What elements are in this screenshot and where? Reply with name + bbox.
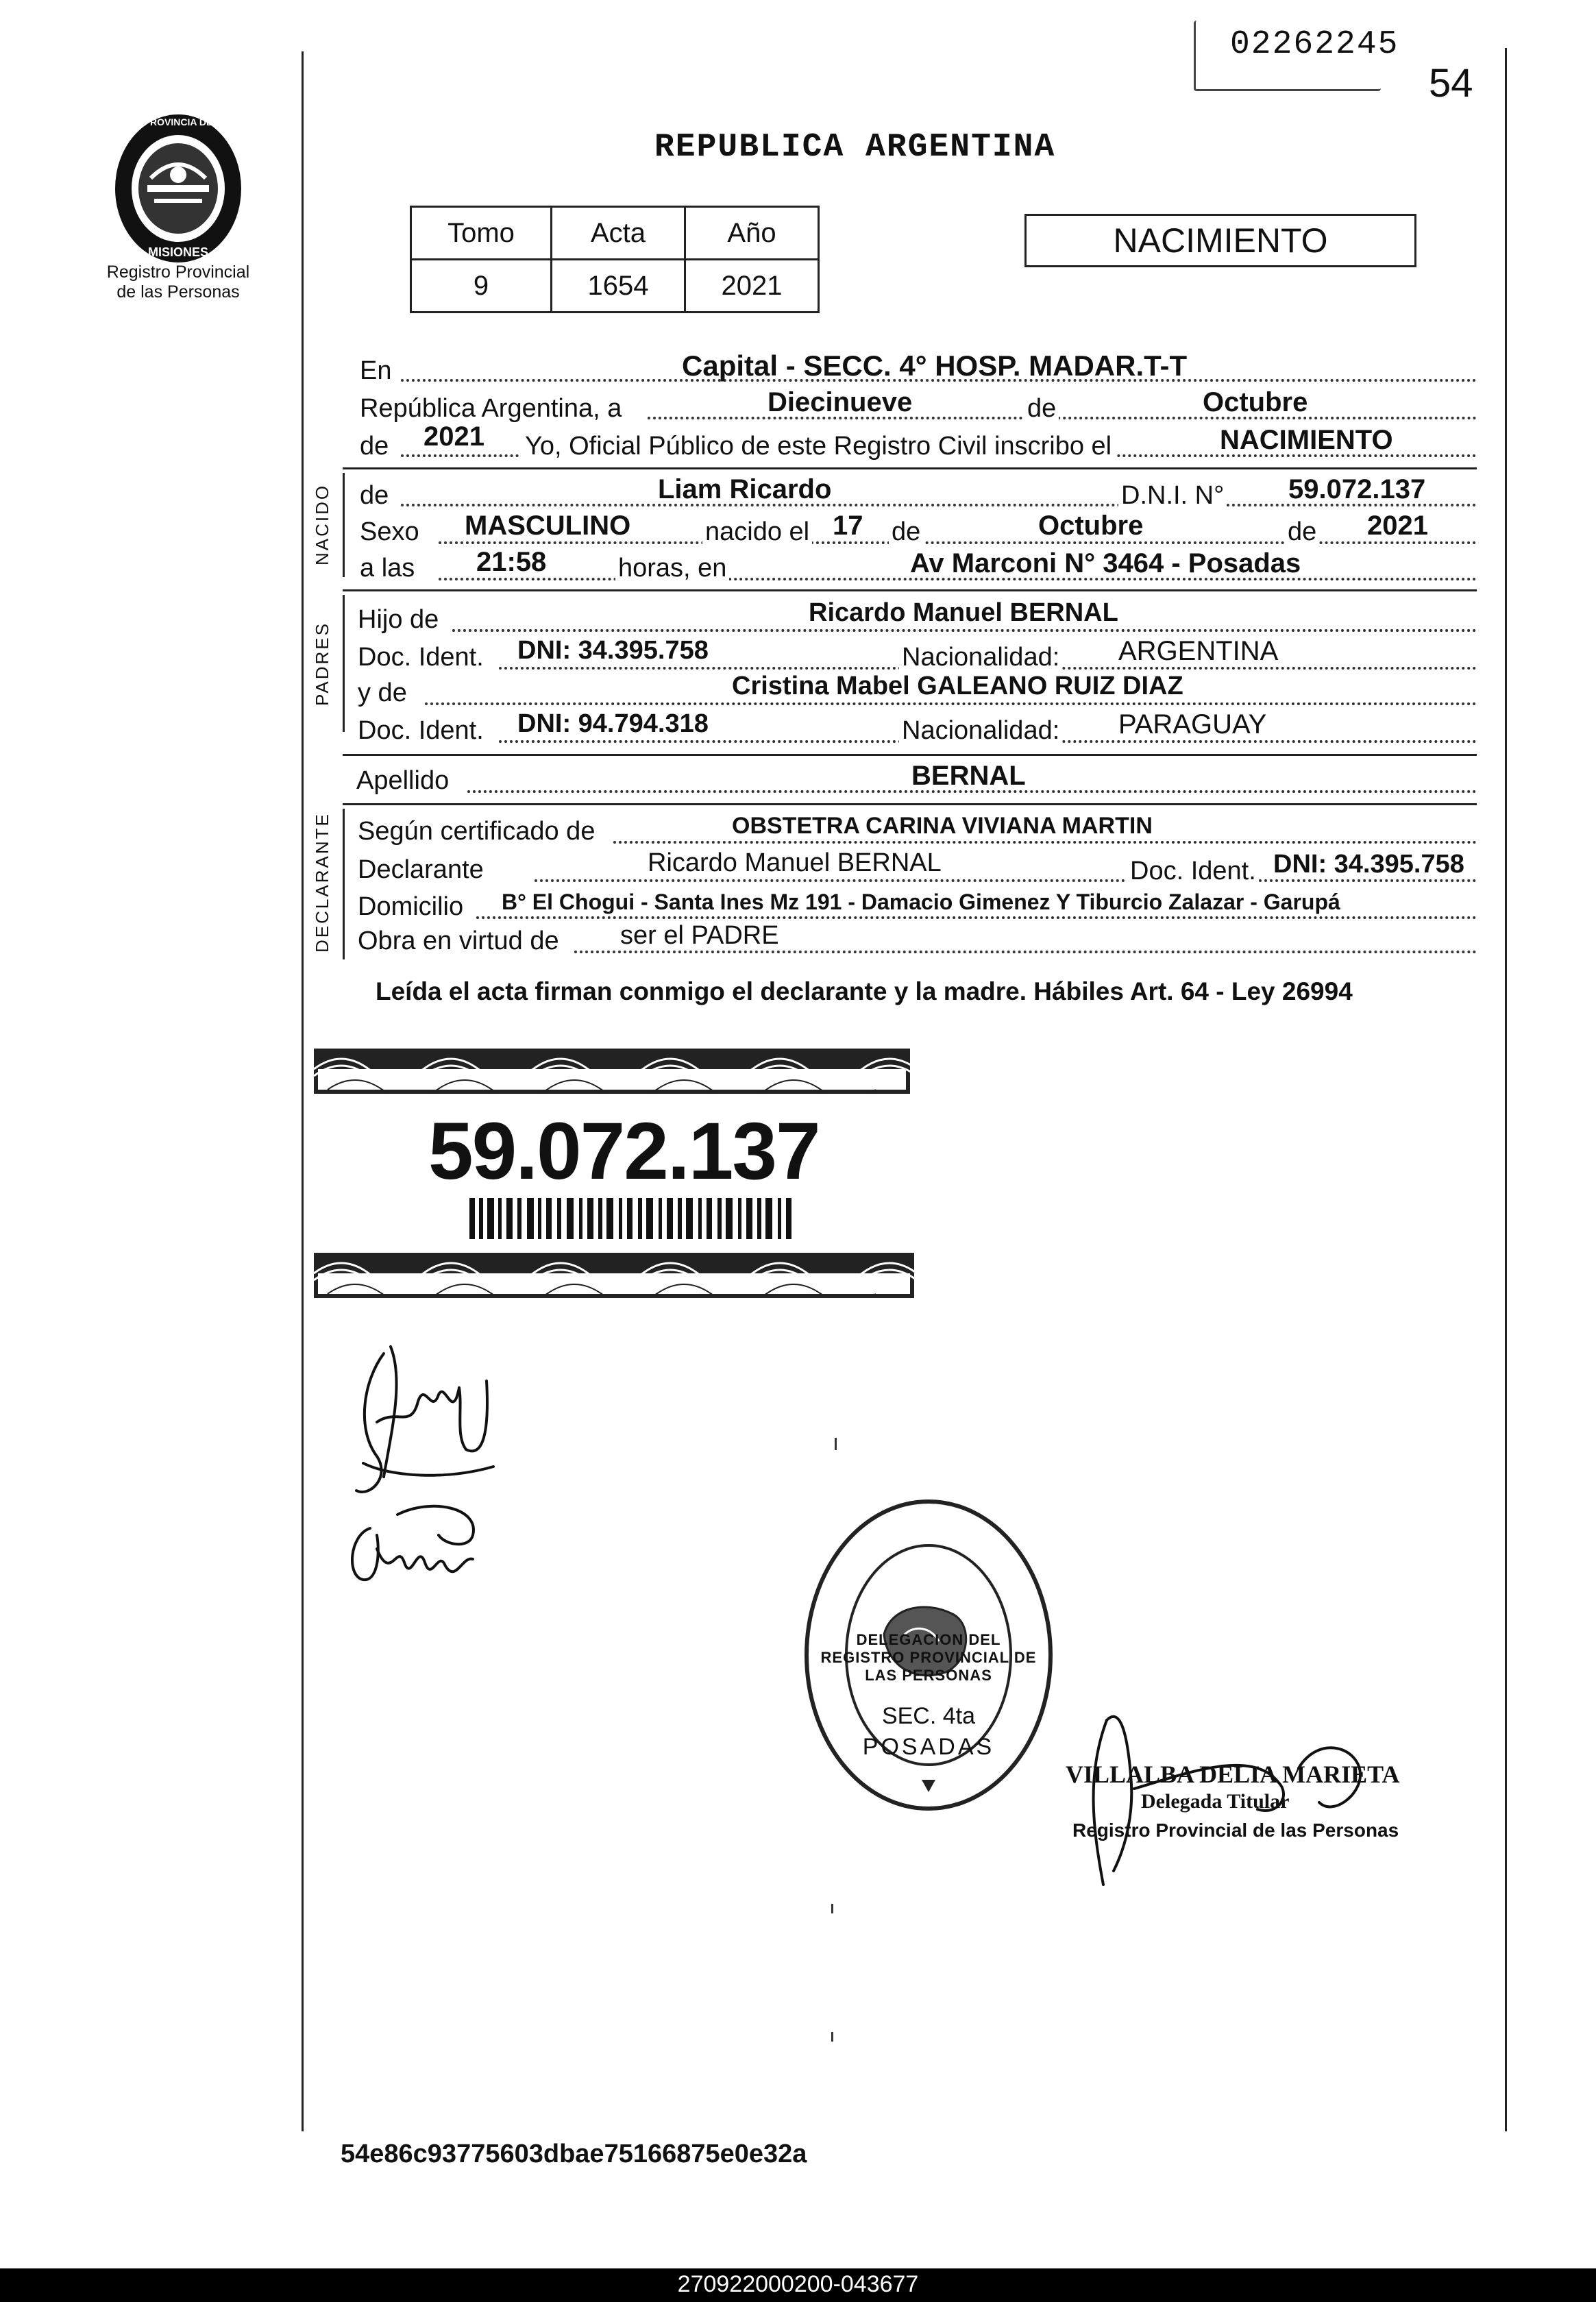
barcode-icon — [469, 1198, 798, 1239]
serial-stamp — [1194, 21, 1399, 91]
obra-label: Obra en virtud de — [358, 927, 562, 956]
en-label: En — [360, 356, 392, 385]
child-name: Liam Ricardo — [658, 474, 832, 504]
dni-large-number: 59.072.137 — [428, 1106, 820, 1197]
father-name: Ricardo Manuel BERNAL — [809, 598, 1118, 627]
act-type-box: NACIMIENTO — [1024, 214, 1416, 267]
father-nationality: ARGENTINA — [1118, 636, 1279, 666]
seal-emblem-icon — [110, 110, 247, 267]
intro-act-value: NACIMIENTO — [1220, 425, 1393, 455]
record-table — [410, 206, 820, 313]
padres-section-label: PADRES — [312, 622, 332, 706]
document-hash: 54e86c93775603dbae75166875e0e32a — [341, 2140, 807, 2168]
record-header: Año — [685, 207, 819, 260]
republica-label: República Argentina, a — [360, 394, 622, 423]
intro-place: Capital - SECC. 4° HOSP. MADAR.T-T — [682, 350, 1188, 382]
serial-number: 02262245 — [1230, 26, 1399, 63]
dni-label: D.N.I. N° — [1118, 481, 1227, 511]
right-margin-line — [1505, 48, 1507, 2131]
seal-caption-line1: Registro Provincial — [106, 262, 250, 282]
declarante-section-label: DECLARANTE — [312, 812, 332, 953]
birth-day: 17 — [833, 511, 863, 541]
nacido-de-label: de — [360, 481, 391, 511]
stamp-inner-line1: SEC. 4ta — [881, 1703, 976, 1729]
child-dni: 59.072.137 — [1288, 474, 1426, 504]
domicilio-label: Domicilio — [358, 892, 466, 922]
footer-code: 270922000200-043677 — [677, 2271, 919, 2297]
hijo-de-label: Hijo de — [358, 605, 441, 635]
mother-doc-label: Doc. Ident. — [358, 716, 487, 746]
nacido-section-label: NACIDO — [312, 483, 332, 565]
mother-nationality: PARAGUAY — [1118, 709, 1267, 739]
mother-doc: DNI: 94.794.318 — [517, 709, 709, 738]
declarant-signature — [343, 1340, 507, 1518]
birth-month: Octubre — [1038, 511, 1144, 541]
sexo-label: Sexo — [360, 517, 422, 547]
page-number: 54 — [1429, 61, 1473, 106]
guilloche-pattern-icon — [314, 1253, 914, 1298]
apellido-label: Apellido — [356, 766, 452, 796]
de-label-4: de — [1285, 517, 1319, 547]
dni-barcode — [469, 1198, 798, 1239]
record-header: Tomo — [411, 207, 552, 260]
round-delegation-stamp — [802, 1497, 1055, 1813]
birth-place: Av Marconi N° 3464 - Posadas — [910, 548, 1301, 578]
obra-value: ser el PADRE — [620, 921, 779, 950]
record-value-tomo: 9 — [411, 260, 552, 313]
de-label: de — [1024, 394, 1059, 424]
officer-text: Yo, Oficial Público de este Registro Civil inscribo el — [521, 432, 1116, 461]
record-header: Acta — [552, 207, 685, 260]
apellido-value: BERNAL — [911, 761, 1026, 791]
de-label-2: de — [360, 432, 391, 461]
seal-caption — [75, 262, 281, 302]
mother-signature — [343, 1494, 493, 1590]
mother-nac-label: Nacionalidad: — [899, 716, 1062, 746]
declarante-doc-label: Doc. Ident. — [1127, 857, 1259, 886]
official-office: Registro Provincial de las Personas — [1072, 1820, 1399, 1841]
left-margin-line — [302, 51, 304, 2131]
provincial-seal-logo — [110, 110, 247, 267]
birth-time: 21:58 — [476, 547, 547, 577]
cert-value: OBSTETRA CARINA VIVIANA MARTIN — [732, 813, 1153, 839]
declarante-name: Ricardo Manuel BERNAL — [648, 848, 942, 877]
domicilio-value: B° El Chogui - Santa Ines Mz 191 - Damacio Gimenez Y Tiburcio Zalazar - Garupá — [502, 890, 1340, 914]
record-value-acta: 1654 — [552, 260, 685, 313]
declarante-label: Declarante — [358, 855, 487, 885]
de-label-3: de — [889, 517, 923, 547]
intro-month: Octubre — [1203, 387, 1308, 417]
nacido-el-label: nacido el — [702, 517, 812, 547]
security-band-top — [314, 1049, 910, 1094]
seal-text-top: PROVINCIA DE — [143, 117, 213, 127]
legal-note: Leída el acta firman conmigo el declarante y la madre. Hábiles Art. 64 - Ley 26994 — [376, 977, 1353, 1005]
y-de-label: y de — [358, 678, 410, 708]
cert-label: Según certificado de — [358, 817, 598, 846]
security-band-bottom — [314, 1253, 914, 1298]
stamp-inner-line2: POSADAS — [862, 1734, 995, 1760]
official-name: VILLALBA DELIA MARIETA — [1066, 1761, 1400, 1788]
father-doc: DNI: 34.395.758 — [517, 636, 709, 665]
mother-name: Cristina Mabel GALEANO RUIZ DIAZ — [732, 672, 1183, 700]
intro-year: 2021 — [423, 421, 484, 452]
country-title: REPUBLICA ARGENTINA — [654, 129, 1056, 166]
a-las-label: a las — [360, 554, 417, 583]
intro-day: Diecinueve — [768, 387, 913, 417]
guilloche-pattern-icon — [314, 1049, 910, 1094]
official-title: Delegada Titular — [1141, 1790, 1290, 1813]
father-doc-label: Doc. Ident. — [358, 643, 487, 672]
signature-icon — [343, 1494, 493, 1590]
father-nac-label: Nacionalidad: — [899, 643, 1062, 672]
record-value-anio: 2021 — [685, 260, 819, 313]
declarante-doc: DNI: 34.395.758 — [1273, 850, 1464, 879]
seal-caption-line2: de las Personas — [116, 282, 240, 302]
signature-icon — [343, 1340, 507, 1518]
seal-text-bottom: MISIONES — [147, 245, 208, 259]
footer-bar — [0, 2268, 1596, 2302]
horas-label: horas, en — [615, 554, 729, 583]
birth-year: 2021 — [1367, 511, 1428, 541]
stamp-ring-text: DELEGACION DEL REGISTRO PROVINCIAL DE LAS PERSONAS — [820, 1631, 1037, 1684]
child-sexo: MASCULINO — [465, 511, 631, 541]
